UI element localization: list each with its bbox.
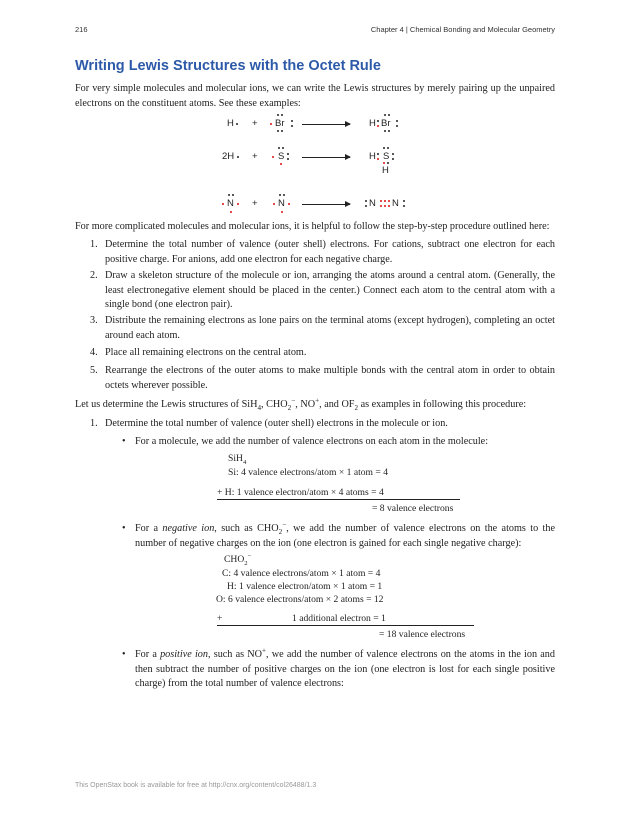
product-h-lower: H xyxy=(382,165,389,176)
plus-sign: + xyxy=(252,198,258,209)
atom-2h: 2H xyxy=(222,151,235,162)
calc-line: Si: 4 valence electrons/atom × 1 atom = 4 xyxy=(228,467,389,478)
calc-total: = 18 valence electrons xyxy=(379,629,466,640)
calc-line: + H: 1 valence electron/atom × 4 atoms = 4 xyxy=(217,487,384,498)
product-h: H xyxy=(369,151,376,162)
electron-dot xyxy=(236,123,238,125)
atom-n: N xyxy=(278,198,285,209)
sum-rule xyxy=(217,625,474,626)
atom-h: H xyxy=(227,118,234,129)
formula-cho2: $CHO_2^-$ xyxy=(224,552,252,567)
plus-sign: + xyxy=(217,613,223,624)
intro-paragraph: For very simple molecules and molecular ions, we can write the Lewis structures by merely pairing up the unpaired electrons on the constituent atoms. See these examples: xyxy=(75,83,555,109)
product-h: H xyxy=(369,118,376,129)
chapter-title: Chapter 4 | Chemical Bonding and Molecular Geometry xyxy=(370,25,555,34)
page-footer: This OpenStax book is available for free at http://cnx.org/content/col26488/1.3 xyxy=(75,782,317,789)
calc-line: C: 4 valence electrons/atom × 1 atom = 4 xyxy=(222,568,381,579)
determine-paragraph: Let us determine the Lewis structures of SiH$_4$, $CHO_2^-$, NO+, and $OF_2$ as examples in following this procedure: xyxy=(75,396,527,413)
reaction-arrow xyxy=(302,157,350,158)
page-number: 216 xyxy=(75,25,88,34)
reaction-arrow xyxy=(302,124,350,125)
calc-line: 1 additional electron = 1 xyxy=(292,613,386,624)
calc-total: = 8 valence electrons xyxy=(372,503,454,514)
sum-rule xyxy=(217,499,460,500)
calc-line: O: 6 valence electrons/atom × 2 atoms = 12 xyxy=(216,594,384,605)
product-n: N xyxy=(392,198,399,209)
product-s: S xyxy=(383,151,390,162)
product-br: Br xyxy=(381,118,391,129)
plus-sign: + xyxy=(252,118,258,129)
plus-sign: + xyxy=(252,151,258,162)
formula-sih4: SiH$_4$ xyxy=(228,453,247,466)
atom-s: S xyxy=(278,151,285,162)
calc-line: H: 1 valence electron/atom × 1 atom = 1 xyxy=(227,581,383,592)
reaction-arrow xyxy=(302,204,350,205)
product-n: N xyxy=(369,198,376,209)
procedure-intro: For more complicated molecules and molecular ions, it is helpful to follow the step-by-step procedure outlined here: xyxy=(75,221,550,232)
page-header xyxy=(75,25,555,37)
atom-br: Br xyxy=(275,118,285,129)
section-title: Writing Lewis Structures with the Octet Rule xyxy=(75,58,381,74)
atom-n: N xyxy=(227,198,234,209)
